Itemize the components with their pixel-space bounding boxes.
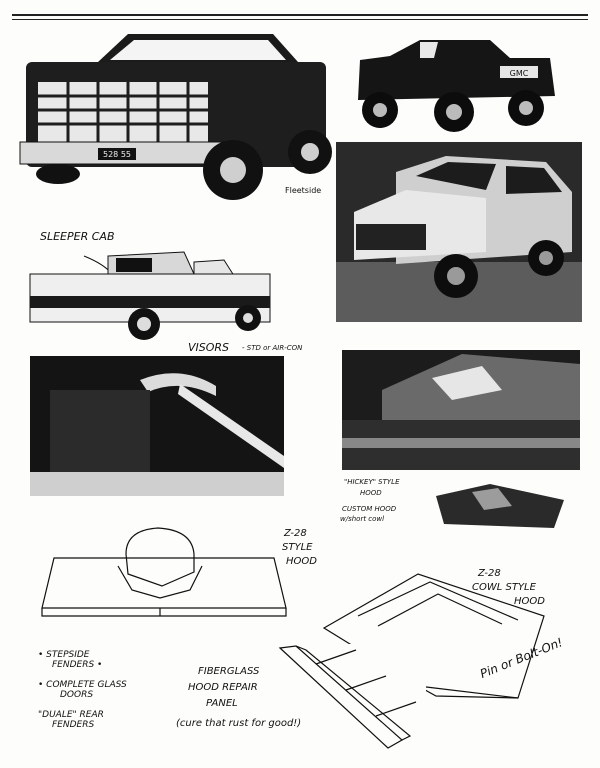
custom-hood-label-2: w/short cowl [340, 515, 385, 523]
hickey-hood-label-2: HOOD [360, 489, 382, 497]
list-item: "DUALE" REAR FENDERS [38, 710, 104, 730]
custom-hood-photo [432, 478, 568, 534]
cowl-hood-label-1: Z-28 [478, 568, 501, 579]
fiberglass-label-3: PANEL [206, 698, 238, 709]
fiberglass-label-1: FIBERGLASS [198, 666, 260, 677]
fiberglass-label-2: HOOD REPAIR [188, 682, 258, 693]
z28-hood-drawing [36, 524, 292, 624]
feature-list [38, 650, 168, 730]
license-plate-text: 528 55 [103, 150, 131, 159]
gmc-tailgate-text: GMC [509, 69, 529, 78]
hickey-hood-label-1: "HICKEY" STYLE [344, 478, 400, 486]
top-rule [12, 14, 588, 16]
visors-label: VISORS [188, 341, 230, 354]
blazer-photo [336, 142, 582, 322]
z28-hood-label-3: HOOD [286, 556, 317, 567]
visor-photo [30, 356, 284, 496]
fleetside-caption: Fleetside [285, 186, 322, 195]
z28-hood-label-1: Z-28 [284, 528, 307, 539]
z28-hood-label-2: STYLE [282, 542, 313, 553]
cowl-hood-label-2: COWL STYLE [472, 582, 536, 593]
pin-or-bolt-label: Pin or Bolt-On! [478, 635, 565, 681]
hickey-hood-photo [342, 350, 580, 470]
fleetside-truck-photo [18, 24, 338, 206]
list-item: • STEPSIDE FENDERS • [38, 650, 103, 670]
repair-panel-drawing [276, 644, 426, 754]
custom-hood-label-1: CUSTOM HOOD [342, 505, 397, 513]
sleeper-cab-truck-drawing [24, 244, 284, 344]
fiberglass-note: (cure that rust for good!) [176, 718, 302, 729]
top-rule-thin [12, 19, 588, 20]
list-item: • COMPLETE GLASS DOORS [38, 680, 127, 700]
cowl-hood-label-3: HOOD [514, 596, 545, 607]
visors-note: - STD or AIR-CON [242, 344, 303, 352]
sleeper-cab-label: SLEEPER CAB [40, 230, 115, 243]
lifted-truck-photo [350, 36, 560, 136]
